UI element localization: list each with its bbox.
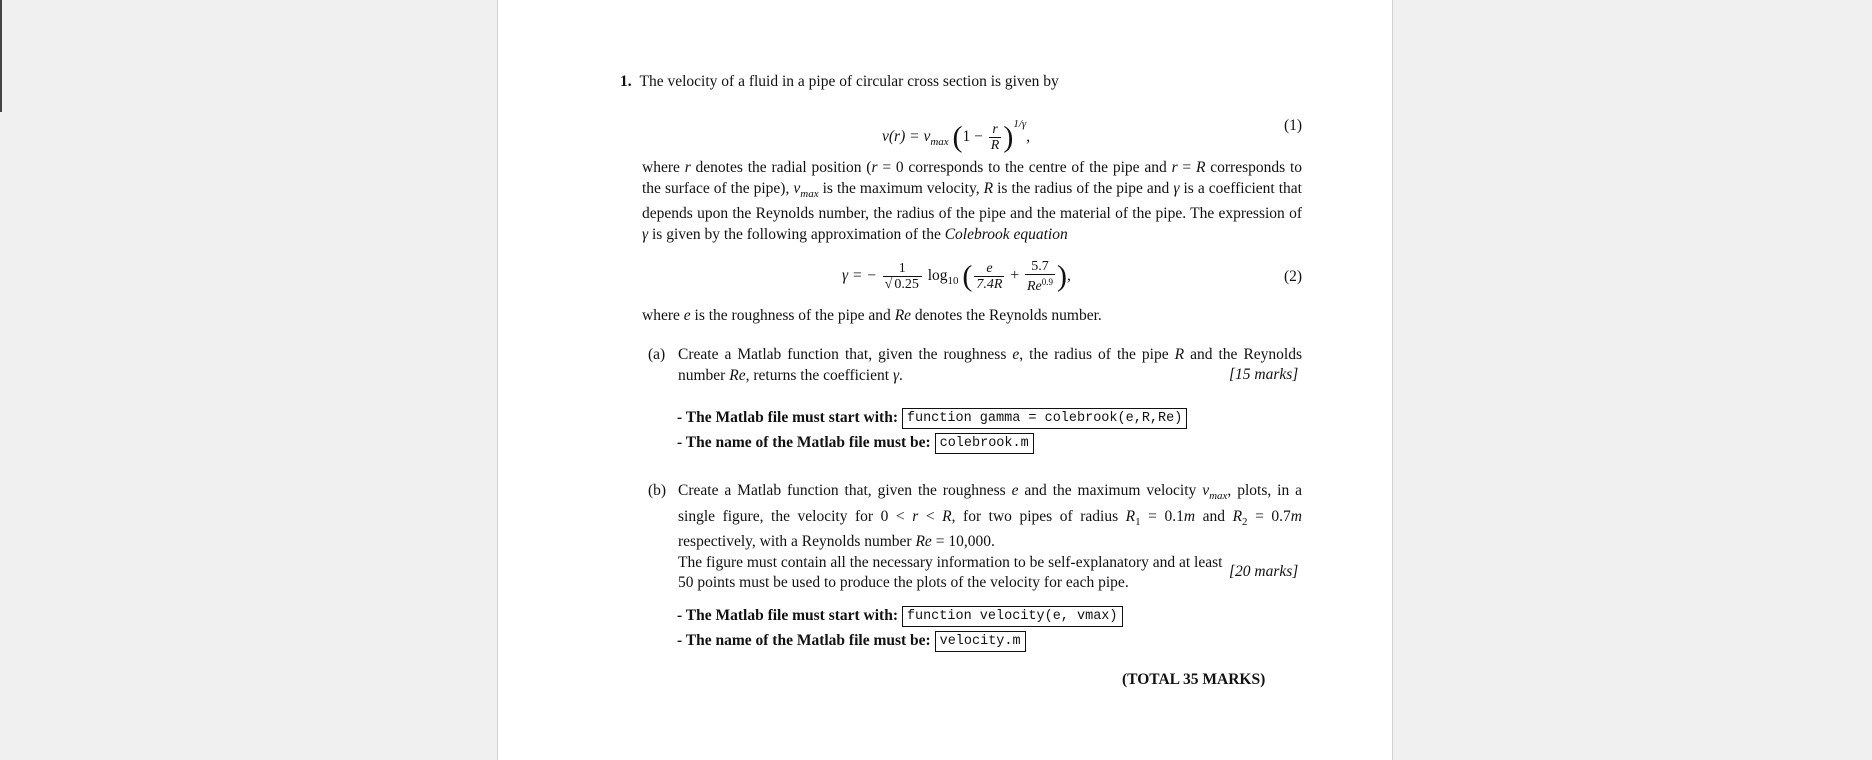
p2-text: where	[642, 307, 684, 324]
part-b-marks: [20 marks]	[1229, 563, 1299, 580]
part-b-name-label: - The name of the Matlab file must be:	[677, 632, 931, 650]
pb-var: e	[1011, 482, 1019, 499]
pb-var: r	[912, 507, 919, 525]
eq1-open-paren: (	[952, 120, 963, 154]
pb-text: , for two pipes of radius	[951, 507, 1126, 525]
part-a-name-label: - The name of the Matlab file must be:	[677, 434, 931, 452]
pb-text: respectively, with a Reynolds number	[678, 533, 916, 550]
question-intro: The velocity of a fluid in a pipe of circular cross section is given by	[639, 73, 1059, 90]
eq2-sqrt-arg: 0.25	[894, 277, 919, 292]
p1-subscript: max	[800, 187, 819, 200]
pb-var: R	[1232, 507, 1243, 525]
eq1-one-minus: 1 −	[962, 128, 983, 145]
eq1-frac-den: R	[990, 137, 1000, 153]
part-b-start-code: function velocity(e, vmax)	[902, 606, 1123, 627]
equation-1-label: (1)	[1284, 117, 1303, 134]
pa-text: and the Reynolds number	[678, 346, 1303, 384]
p2-var: Re	[894, 307, 912, 324]
eq1-fraction	[989, 122, 1002, 153]
p1-text: is a coefficient that depends upon the Reynolds number, the radius of the pipe and the material of the pipe. The expression of	[642, 179, 1302, 222]
document-page	[497, 0, 1393, 760]
eq1-comma: ,	[1026, 128, 1031, 145]
pa-text: .	[899, 366, 903, 384]
part-b-name-code: velocity.m	[935, 631, 1026, 652]
pb-var: R	[1125, 507, 1136, 525]
part-a-name-requirement	[677, 433, 1034, 454]
pb-text: = 0.7	[1247, 507, 1291, 525]
p2-text: denotes the Reynolds number.	[911, 307, 1102, 324]
p1-var: γ	[642, 225, 649, 243]
equation-2	[842, 259, 1071, 294]
paragraph-1	[642, 158, 1302, 245]
pb-text: Create a Matlab function that, given the roughness	[678, 482, 1012, 499]
part-a-label: (a)	[648, 346, 666, 363]
pa-text: Create a Matlab function that, given the roughness	[678, 346, 1013, 363]
pb-var: m	[1183, 507, 1196, 525]
pb-var: v	[1202, 482, 1210, 499]
part-b-label: (b)	[648, 482, 667, 499]
p2-var: e	[683, 307, 691, 324]
pb-text: and	[1195, 507, 1233, 525]
p1-text: corresponds to the surface of the pipe),	[642, 159, 1303, 197]
eq2-log: log	[927, 267, 948, 285]
part-a-name-code: colebrook.m	[935, 433, 1034, 454]
p1-var: γ	[1173, 179, 1180, 197]
part-b-start-label: - The Matlab file must start with:	[677, 607, 898, 625]
pa-text: , the radius of the pipe	[1019, 346, 1175, 363]
total-marks: (TOTAL 35 MARKS)	[1122, 671, 1266, 688]
pb-text: and the maximum velocity	[1018, 482, 1203, 499]
pb-text: <	[918, 507, 943, 525]
part-b-text	[678, 481, 1302, 594]
pb-text: = 0.1	[1140, 507, 1184, 525]
p1-var: r	[1171, 159, 1178, 176]
pa-var: Re	[729, 366, 746, 384]
p2-text: is the roughness of the pipe and	[690, 307, 895, 324]
p1-text: denotes the radial position (	[690, 159, 872, 176]
eq2-f2-num: e	[974, 261, 1004, 277]
p1-var: R	[983, 179, 994, 197]
equation-1	[882, 114, 1030, 153]
p1-var: r	[871, 159, 878, 176]
eq1-close-paren: )	[1003, 120, 1014, 154]
pb-text: = 10,000.	[931, 533, 995, 550]
part-a-start-label: - The Matlab file must start with:	[677, 409, 898, 427]
p1-var: R	[1195, 159, 1206, 176]
pa-var: γ	[892, 366, 900, 384]
eq2-open-paren: (	[962, 259, 973, 293]
eq2-f3-num: 5.7	[1025, 259, 1055, 275]
equation-2-label: (2)	[1284, 268, 1303, 285]
pb-requirements-text: The figure must contain all the necessary information to be self-explanatory and at least 50 points must be used to produce the plots of the velocity for each pipe.	[678, 553, 1223, 591]
p1-var: v	[793, 179, 801, 197]
p1-var: r	[684, 159, 691, 176]
pa-text: , returns the coefficient	[745, 366, 893, 384]
eq2-comma: ,	[1066, 267, 1071, 285]
eq1-frac-num: r	[989, 122, 1002, 138]
eq2-fraction-2	[974, 261, 1004, 292]
paragraph-2	[642, 306, 1102, 326]
eq2-fraction-1	[883, 261, 922, 292]
pb-subscript: 1	[1135, 515, 1141, 528]
part-b-start-requirement	[677, 606, 1123, 627]
eq2-log-subscript: 10	[947, 275, 959, 288]
p1-text: where	[642, 159, 685, 176]
p1-text: = 0 corresponds to the centre of the pipe and	[877, 159, 1172, 176]
part-a-marks: [15 marks]	[1229, 366, 1299, 383]
eq2-f3-den-base: Re	[1026, 279, 1042, 294]
part-a-text	[678, 345, 1302, 386]
question-number: 1.	[620, 73, 632, 90]
colebrook-equation-term: Colebrook equation	[944, 225, 1068, 243]
part-a-start-code: function gamma = colebrook(e,R,Re)	[902, 408, 1187, 429]
eq2-f1-num: 1	[883, 261, 922, 277]
p1-text: is the maximum velocity,	[818, 179, 984, 197]
pb-var: Re	[915, 533, 932, 550]
eq2-plus: +	[1010, 267, 1020, 285]
p1-text: is given by the following approximation of the	[648, 225, 945, 243]
eq2-f3-den-exponent: 0.9	[1041, 277, 1053, 287]
eq2-f3-den	[1025, 275, 1055, 294]
eq2-f2-den: 7.4R	[976, 277, 1003, 292]
eq2-fraction-3	[1025, 259, 1055, 294]
eq1-lhs-subscript: max	[930, 136, 949, 148]
eq2-lhs: γ = −	[842, 267, 877, 285]
part-a-start-requirement	[677, 408, 1187, 429]
pb-var: R	[942, 507, 952, 525]
question-heading	[620, 72, 1059, 92]
pb-text: , plots, in a single figure, the velocity for 0 <	[678, 482, 1302, 525]
pb-subscript: max	[1209, 490, 1228, 502]
part-b-name-requirement	[677, 631, 1026, 652]
p1-text: =	[1177, 159, 1196, 176]
eq2-close-paren: )	[1056, 259, 1067, 293]
p1-text: is the radius of the pipe and	[993, 179, 1174, 197]
pb-var: m	[1290, 507, 1302, 525]
pb-subscript: 2	[1242, 515, 1248, 528]
pa-var: e	[1012, 346, 1020, 363]
pa-var: R	[1174, 346, 1185, 363]
window-edge	[0, 0, 2, 112]
eq2-f1-den: √ 0.25	[884, 277, 919, 292]
eq1-exponent: 1/γ	[1013, 118, 1027, 130]
eq1-lhs: v(r) = v	[882, 128, 931, 145]
